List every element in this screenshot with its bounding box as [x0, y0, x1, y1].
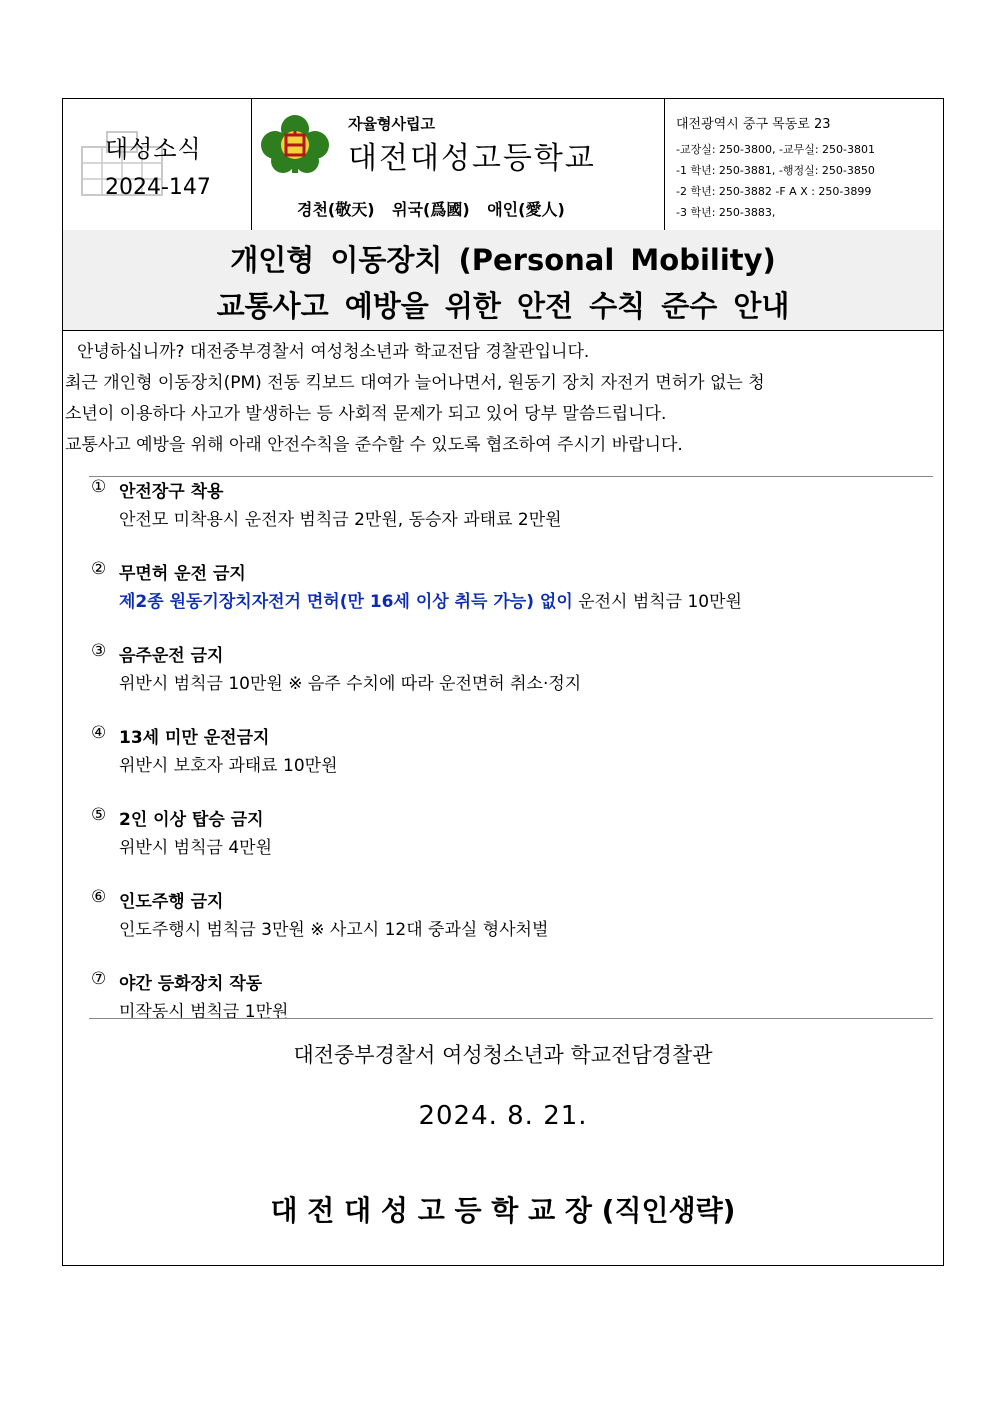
rule-item: [89, 723, 933, 805]
rule-heading: 2인 이상 탑승 금지: [119, 810, 264, 830]
rule-description: [119, 587, 742, 612]
rule-heading: 안전장구 착용: [119, 482, 224, 502]
notice-frame: [62, 98, 944, 1266]
rule-number: ④: [91, 723, 107, 743]
newsletter-title: 대성소식: [105, 135, 202, 163]
rule-number: ③: [91, 641, 107, 661]
rule-number: ⑥: [91, 887, 107, 907]
contact-cell: [664, 99, 943, 230]
police-signature: 대전중부경찰서 여성청소년과 학교전담경찰관: [293, 1043, 713, 1067]
notice-title-line2: 교통사고 예방을 위한 안전 수칙 준수 안내: [216, 289, 790, 323]
letterhead: [63, 99, 943, 231]
rule-item: [89, 887, 933, 969]
rule-description: 인도주행시 범칙금 3만원 ※ 사고시 12대 중과실 형사처벌: [119, 920, 549, 940]
rule-item: [89, 969, 933, 1031]
rule-description: 위반시 범칙금 10만원 ※ 음주 수치에 따라 운전면허 취소·정지: [119, 674, 582, 694]
intro-text: [63, 337, 943, 461]
principal-signature: 대 전 대 성 고 등 학 교 장 (직인생략): [270, 1194, 736, 1227]
rule-heading: 13세 미만 운전금지: [119, 728, 270, 748]
rule-item: [89, 559, 933, 641]
phone-line: -3 학년: 250-3883,: [676, 206, 776, 219]
school-subtitle: 자율형사립고: [348, 115, 435, 133]
newsletter-number: 2024-147: [105, 175, 211, 200]
rule-item: [89, 641, 933, 723]
notice-title-line1: 개인형 이동장치 (Personal Mobility): [230, 243, 776, 277]
rule-description: 위반시 보호자 과태료 10만원: [119, 756, 338, 776]
school-motto: 경천(敬天) 위국(爲國) 애인(愛人): [297, 200, 565, 219]
school-name: 대전대성고등학교: [348, 141, 596, 176]
rule-description: 위반시 범칙금 4만원: [119, 838, 272, 858]
school-address: 대전광역시 중구 목동로 23: [676, 117, 831, 132]
rule-description: 미작동시 범칙금 1만원: [119, 1002, 289, 1022]
title-band: [63, 230, 943, 331]
school-emblem-icon: [259, 113, 331, 175]
school-cell: [251, 99, 665, 230]
rule-heading: 음주운전 금지: [119, 646, 224, 666]
intro-line: 교통사고 예방을 위해 아래 안전수칙을 준수할 수 있도록 협조하여 주시기 바랍니다.: [65, 435, 683, 455]
intro-line: 안녕하십니까? 대전중부경찰서 여성청소년과 학교전담 경찰관입니다.: [77, 342, 590, 362]
rule-highlight: 제2종 원동기장치자전거 면허(만 16세 이상 취득 가능) 없이: [119, 592, 573, 612]
intro-line: 소년이 이용하다 사고가 발생하는 등 사회적 문제가 되고 있어 당부 말씀드립니다.: [65, 404, 667, 424]
rule-item: [89, 477, 933, 559]
rule-heading: 야간 등화장치 작동: [119, 974, 263, 994]
rule-number: ⑤: [91, 805, 107, 825]
rule-item: [89, 805, 933, 887]
rule-description: 안전모 미착용시 운전자 범칙금 2만원, 동승자 과태료 2만원: [119, 510, 562, 530]
intro-line: 최근 개인형 이동장치(PM) 전동 킥보드 대여가 늘어나면서, 원동기 장치 자전거 면허가 없는 청: [65, 373, 765, 393]
rule-description-rest: 운전시 범칙금 10만원: [572, 592, 742, 612]
phone-line: -2 학년: 250-3882 -F A X : 250-3899: [676, 185, 872, 198]
divider-bottom: [89, 1018, 933, 1019]
safety-rules-list: [89, 477, 933, 1031]
notice-date: 2024. 8. 21.: [418, 1101, 588, 1131]
rule-number: ⑦: [91, 969, 107, 989]
rule-heading: 인도주행 금지: [119, 892, 224, 912]
rule-number: ①: [91, 477, 107, 497]
newsletter-cell: [63, 99, 252, 230]
phone-line: -교장실: 250-3800, -교무실: 250-3801: [676, 143, 876, 156]
phone-list: [676, 139, 875, 223]
rule-heading: 무면허 운전 금지: [119, 564, 246, 584]
rule-number: ②: [91, 559, 107, 579]
phone-line: -1 학년: 250-3881, -행정실: 250-3850: [676, 164, 875, 177]
